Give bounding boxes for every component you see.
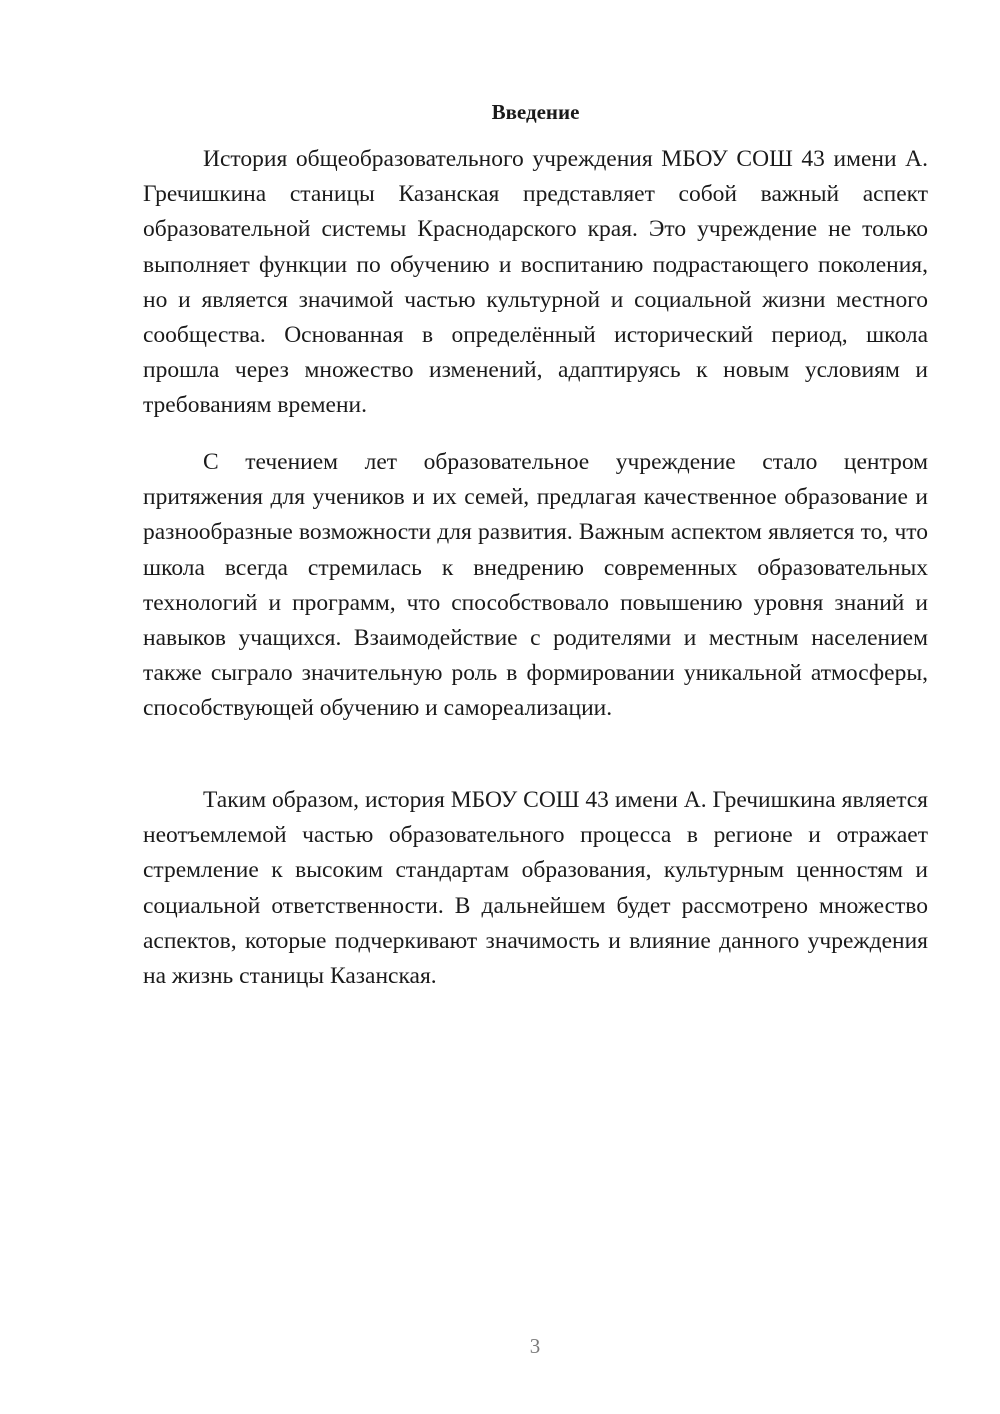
- paragraph-intro: История общеобразовательного учреждения МБОУ СОШ 43 имени А. Гречишкина станицы Казанская представляет собой важный аспект образовательной системы Краснодарского края. Это учреждение не только выполняет функции по обучению и воспитанию подрастающего поколения, но и является значимой частью культурной и социальной жизни местного сообщества. Основанная в определённый исторический период, школа прошла через множество изменений, адаптируясь к новым условиям и требованиям времени.: [143, 146, 928, 419]
- page-number: 3: [529, 1334, 541, 1358]
- section-heading: Введение: [491, 100, 580, 124]
- paragraph-conclusion: Таким образом, история МБОУ СОШ 43 имени А. Гречишкина является неотъемлемой частью образовательного процесса в регионе и отражает стремление к высоким стандартам образования, культурным ценностям и социальной ответственности. В дальнейшем будет рассмотрено множество аспектов, которые подчеркивают значимость и влияние данного учреждения на жизнь станицы Казанская.: [143, 787, 928, 990]
- paragraph-development: С течением лет образовательное учреждение стало центром притяжения для учеников и их семей, предлагая качественное образование и разнообразные возможности для развития. Важным аспектом является то, что школа всегда стремилась к внедрению современных образовательных технологий и программ, что способствовало повышению уровня знаний и навыков учащихся. Взаимодействие с родителями и местным населением также сыграло значительную роль в формировании уникальной атмосферы, способствующей обучению и самореализации.: [143, 449, 928, 722]
